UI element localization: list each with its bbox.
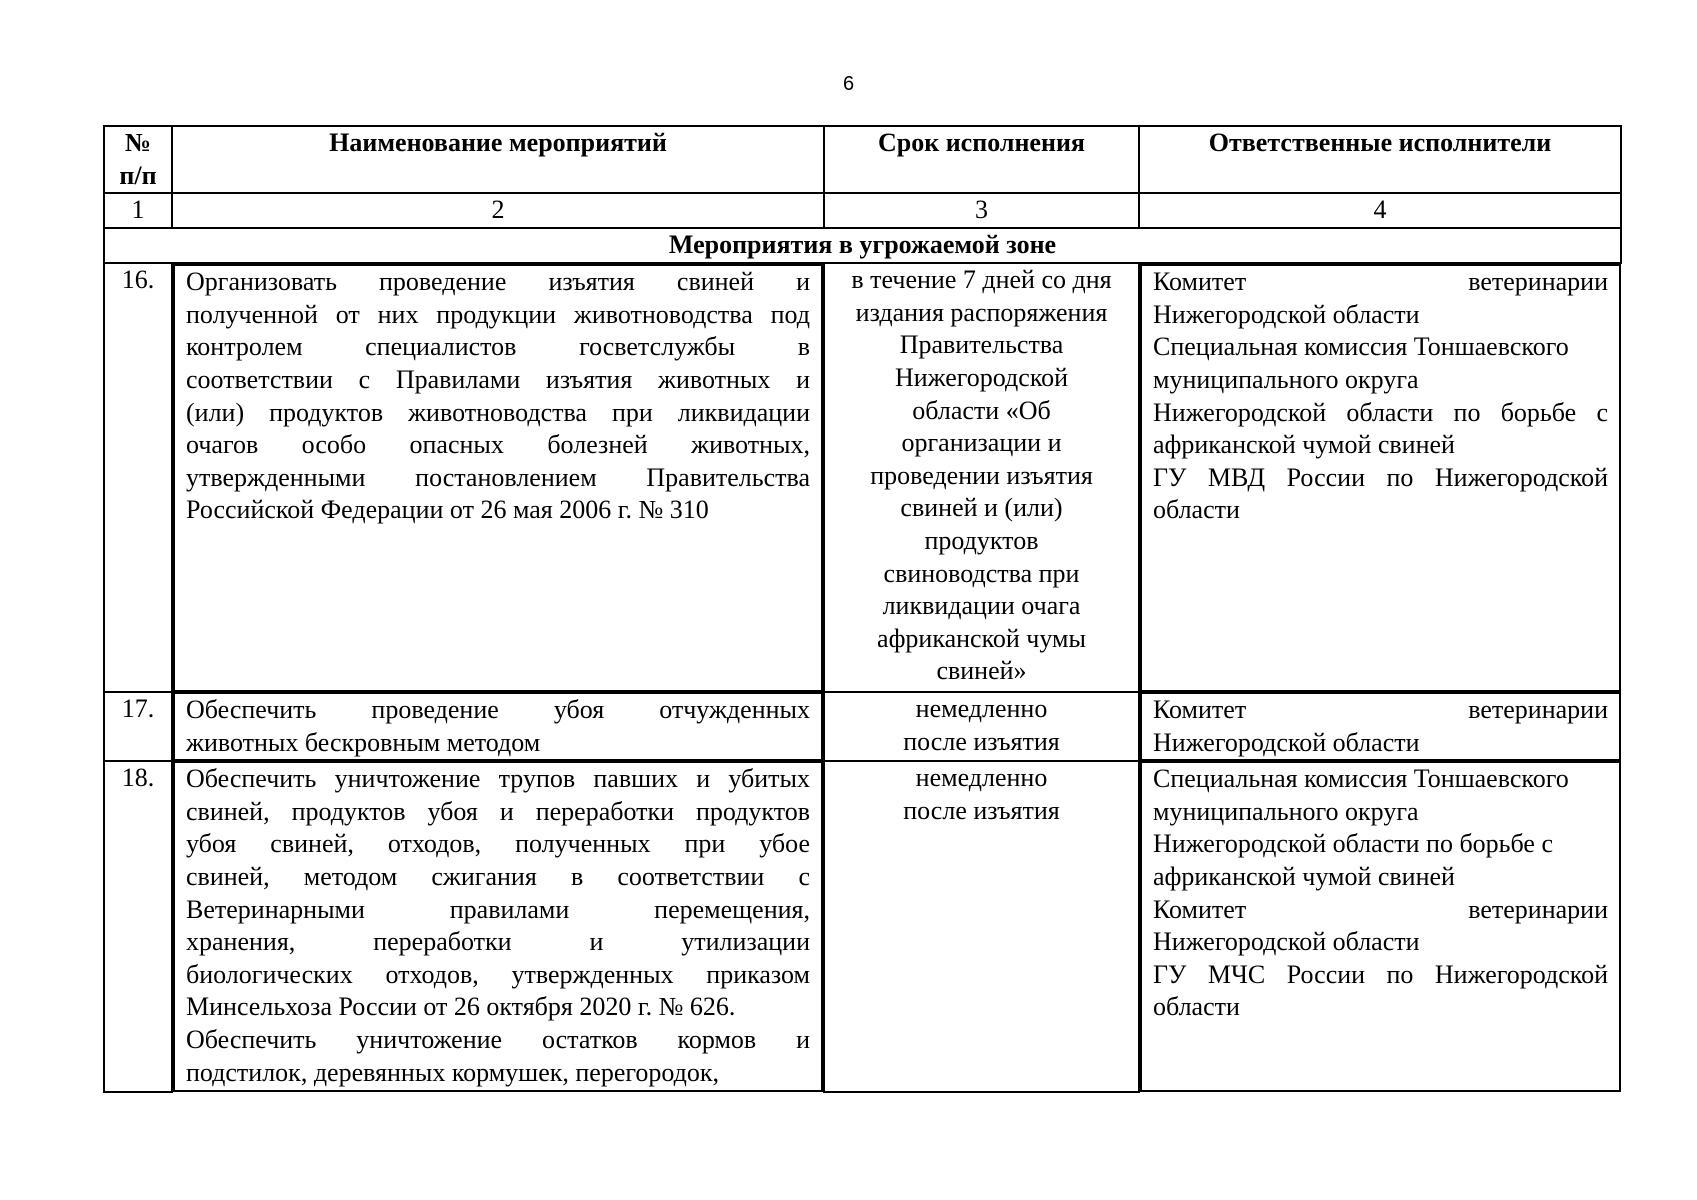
text-line: Ветеринарными правилами перемещения, [186, 894, 810, 924]
measure-term [824, 692, 1139, 761]
measure-term [824, 263, 1139, 692]
text-line: немедленно [915, 763, 1048, 793]
text-line: Специальная комиссия Тоншаевского [1153, 332, 1569, 362]
table-row [104, 692, 1621, 761]
column-number: 4 [1139, 193, 1621, 228]
text-line: муниципального округа [1153, 796, 1419, 826]
text-line: биологических отходов, утвержденных приказом [186, 959, 810, 989]
text-line: полученной от них продукции животноводства под [186, 299, 810, 329]
text-line: (или) продуктов животноводства при ликвидации [186, 397, 810, 427]
measure-name [173, 692, 823, 761]
row-number: 17. [104, 692, 172, 761]
section-title: Мероприятия в угрожаемой зоне [104, 228, 1621, 263]
column-number: 2 [172, 193, 824, 228]
text-line: Организовать проведение изъятия свиней и [186, 267, 810, 297]
text-line: Нижегородской области [1153, 299, 1420, 329]
text-line: Нижегородской области [1153, 727, 1420, 757]
text-line: Обеспечить уничтожение трупов павших и убитых [186, 764, 810, 794]
text-line: немедленно [915, 694, 1048, 724]
text-line: Нижегородской области по борьбе с [1153, 829, 1553, 859]
header-number: № п/п [104, 126, 172, 193]
text-line: Нижегородской области по борьбе с [1153, 397, 1608, 427]
measure-name [173, 761, 823, 1092]
text-line: проведении изъятия [870, 460, 1093, 490]
text-line: хранения, переработки и утилизации [186, 927, 810, 957]
measure-executors [1140, 692, 1621, 761]
text-line: Российской Федерации от 26 мая 2006 г. № 310 [186, 495, 709, 525]
text-line: Правительства [899, 330, 1064, 360]
text-line: области «Об [912, 395, 1051, 425]
text-line: ликвидации очага [882, 591, 1081, 621]
measure-executors [1140, 264, 1621, 692]
text-line: свиноводства при [883, 558, 1080, 588]
text-line: издания распоряжения [855, 297, 1108, 327]
text-line: продуктов [924, 525, 1039, 555]
text-line: африканской чумой свиней [1153, 430, 1455, 460]
text-line: свиней, продуктов убоя и переработки продуктов [186, 796, 810, 826]
column-number: 3 [824, 193, 1139, 228]
section-row [104, 228, 1621, 263]
text-line: области [1153, 495, 1240, 525]
row-number: 18. [104, 761, 172, 1092]
row-number: 16. [104, 263, 172, 692]
text-line: контролем специалистов госветслужбы в [186, 332, 810, 362]
header-executors: Ответственные исполнители [1139, 126, 1621, 193]
text-line: соответствии с Правилами изъятия животных и [186, 364, 810, 394]
column-numbers-row [104, 193, 1621, 228]
column-number: 1 [104, 193, 172, 228]
table-row [104, 263, 1621, 692]
text-line: Минсельхоза России от 26 октября 2020 г. № 626. [186, 992, 736, 1022]
text-line: африканской чумы [877, 623, 1086, 653]
text-line: Обеспечить проведение убоя отчужденных [186, 695, 810, 725]
measure-executors [1140, 761, 1621, 1092]
text-line: очагов особо опасных болезней животных, [186, 430, 810, 460]
text-line: ГУ МВД России по Нижегородской [1153, 462, 1608, 492]
text-line: подстилок, деревянных кормушек, перегородок, [186, 1057, 719, 1087]
text-line: свиней, методом сжигания в соответствии с [186, 861, 810, 891]
text-line: Нижегородской области [1153, 927, 1420, 957]
page-number: 6 [842, 73, 855, 95]
measures-table [103, 125, 1622, 1093]
header-term: Срок исполнения [824, 126, 1139, 193]
text-line: Специальная комиссия Тоншаевского [1153, 764, 1569, 794]
text-line: Нижегородской [894, 362, 1069, 392]
text-line: в течение 7 дней со дня [851, 265, 1112, 295]
text-line: животных бескровным методом [186, 727, 541, 757]
text-line: убоя свиней, отходов, полученных при убое [186, 829, 810, 859]
text-line: Комитет ветеринарии [1153, 267, 1608, 297]
text-line: организации и [901, 428, 1062, 458]
text-line: Комитет ветеринарии [1153, 894, 1608, 924]
header-measures: Наименование мероприятий [172, 126, 824, 193]
text-line: муниципального округа [1153, 364, 1419, 394]
text-line: утвержденными постановлением Правительства [186, 462, 810, 492]
text-line: Обеспечить уничтожение остатков кормов и [186, 1024, 810, 1054]
text-line: области [1153, 992, 1240, 1022]
text-line: свиней» [936, 656, 1027, 686]
text-line: после изъятия [903, 726, 1060, 756]
text-line: ГУ МЧС России по Нижегородской [1153, 959, 1608, 989]
text-line: Комитет ветеринарии [1153, 695, 1608, 725]
table-header-row [104, 126, 1621, 193]
measure-term [824, 761, 1139, 1092]
measure-name [173, 264, 823, 692]
text-line: после изъятия [903, 795, 1060, 825]
text-line: африканской чумой свиней [1153, 861, 1455, 891]
table-row [104, 761, 1621, 1092]
text-line: свиней и (или) [900, 493, 1063, 523]
